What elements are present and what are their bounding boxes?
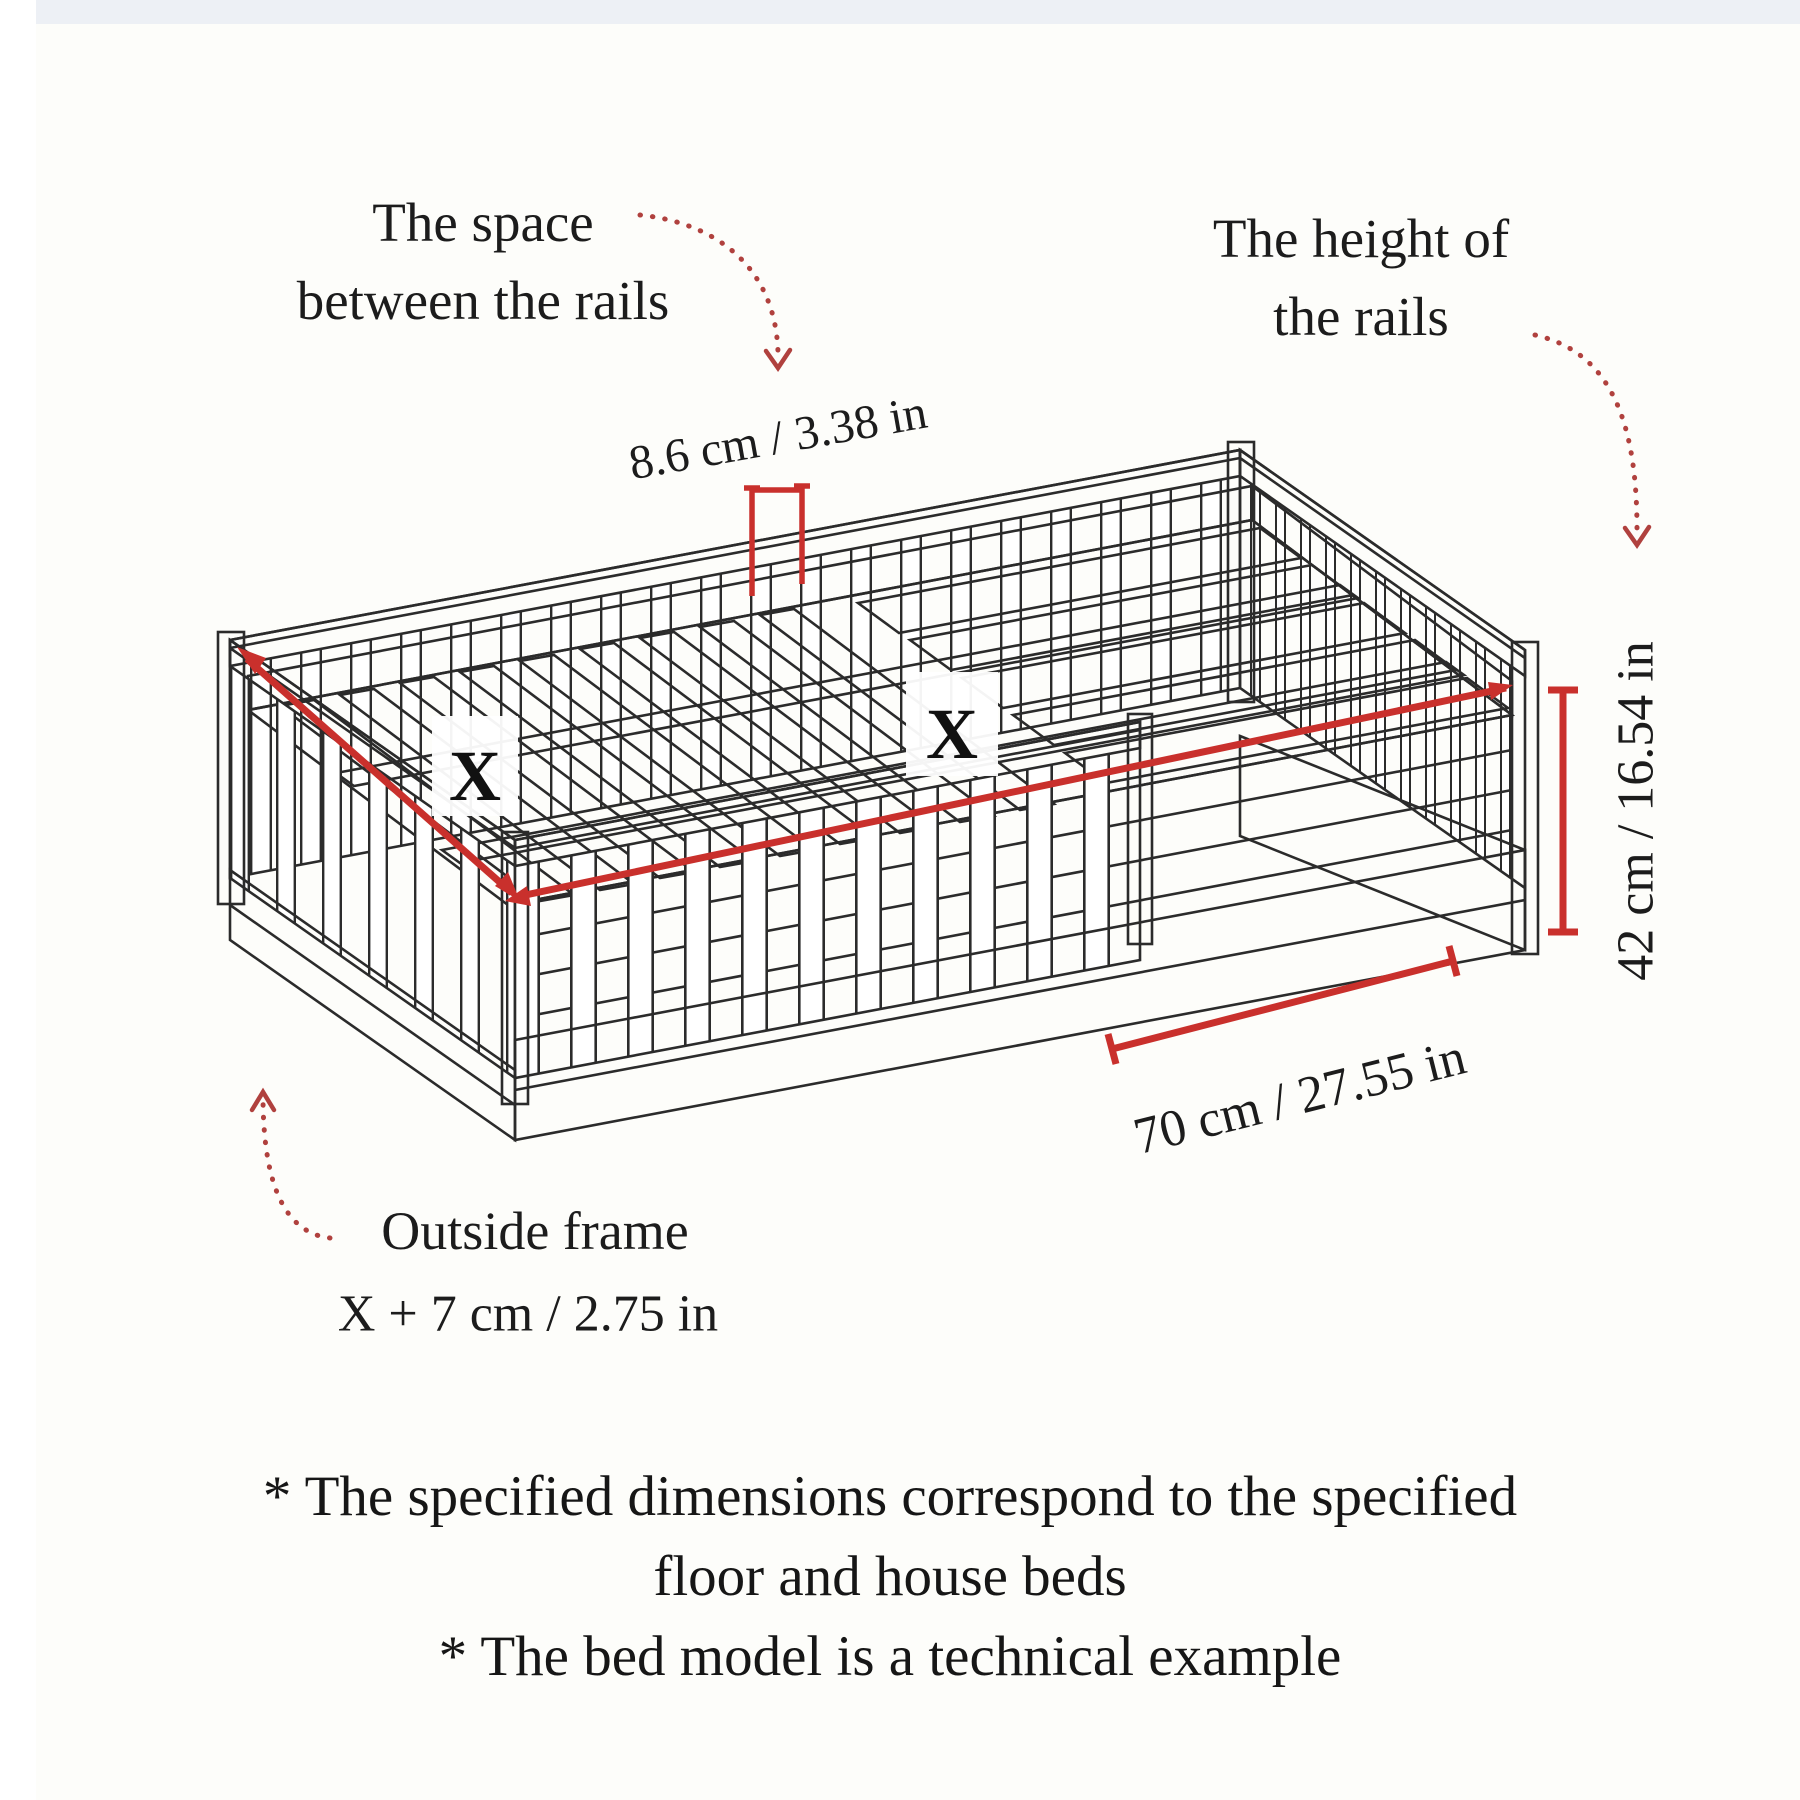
label-space-line1: The space: [372, 192, 594, 253]
label-rail-height-dimension: 42 cm / 16.54 in: [1607, 641, 1665, 981]
label-outside-frame-title: Outside frame: [381, 1201, 689, 1262]
inner-width-x-mark: X: [449, 736, 501, 816]
label-space-between-rails: [297, 184, 670, 340]
label-height-line1: The height of: [1212, 208, 1510, 269]
label-height-line2: the rails: [1273, 286, 1449, 347]
footnote-line2: floor and house beds: [653, 1545, 1127, 1608]
dotted-arrow-outside-frame: [252, 1092, 330, 1238]
label-side-length-dimension: 70 cm / 27.55 in: [1128, 1028, 1472, 1166]
label-space-line2: between the rails: [296, 270, 670, 331]
footnotes: [150, 1457, 1630, 1697]
right-rail-slats: [1240, 476, 1525, 888]
inner-length-x-mark: X: [926, 694, 978, 774]
footnote-line1: * The specified dimensions correspond to the specified: [262, 1465, 1518, 1528]
measure-rail-height: [1548, 690, 1578, 932]
dotted-arrow-height-of-rails: [1535, 335, 1649, 545]
label-outside-frame-formula: X + 7 cm / 2.75 in: [337, 1285, 719, 1343]
right-rail: [1240, 450, 1525, 950]
label-height-of-rails: [1213, 200, 1509, 356]
label-rail-gap-dimension: 8.6 cm / 3.38 in: [625, 385, 931, 491]
footnote-line3: * The bed model is a technical example: [438, 1625, 1342, 1688]
